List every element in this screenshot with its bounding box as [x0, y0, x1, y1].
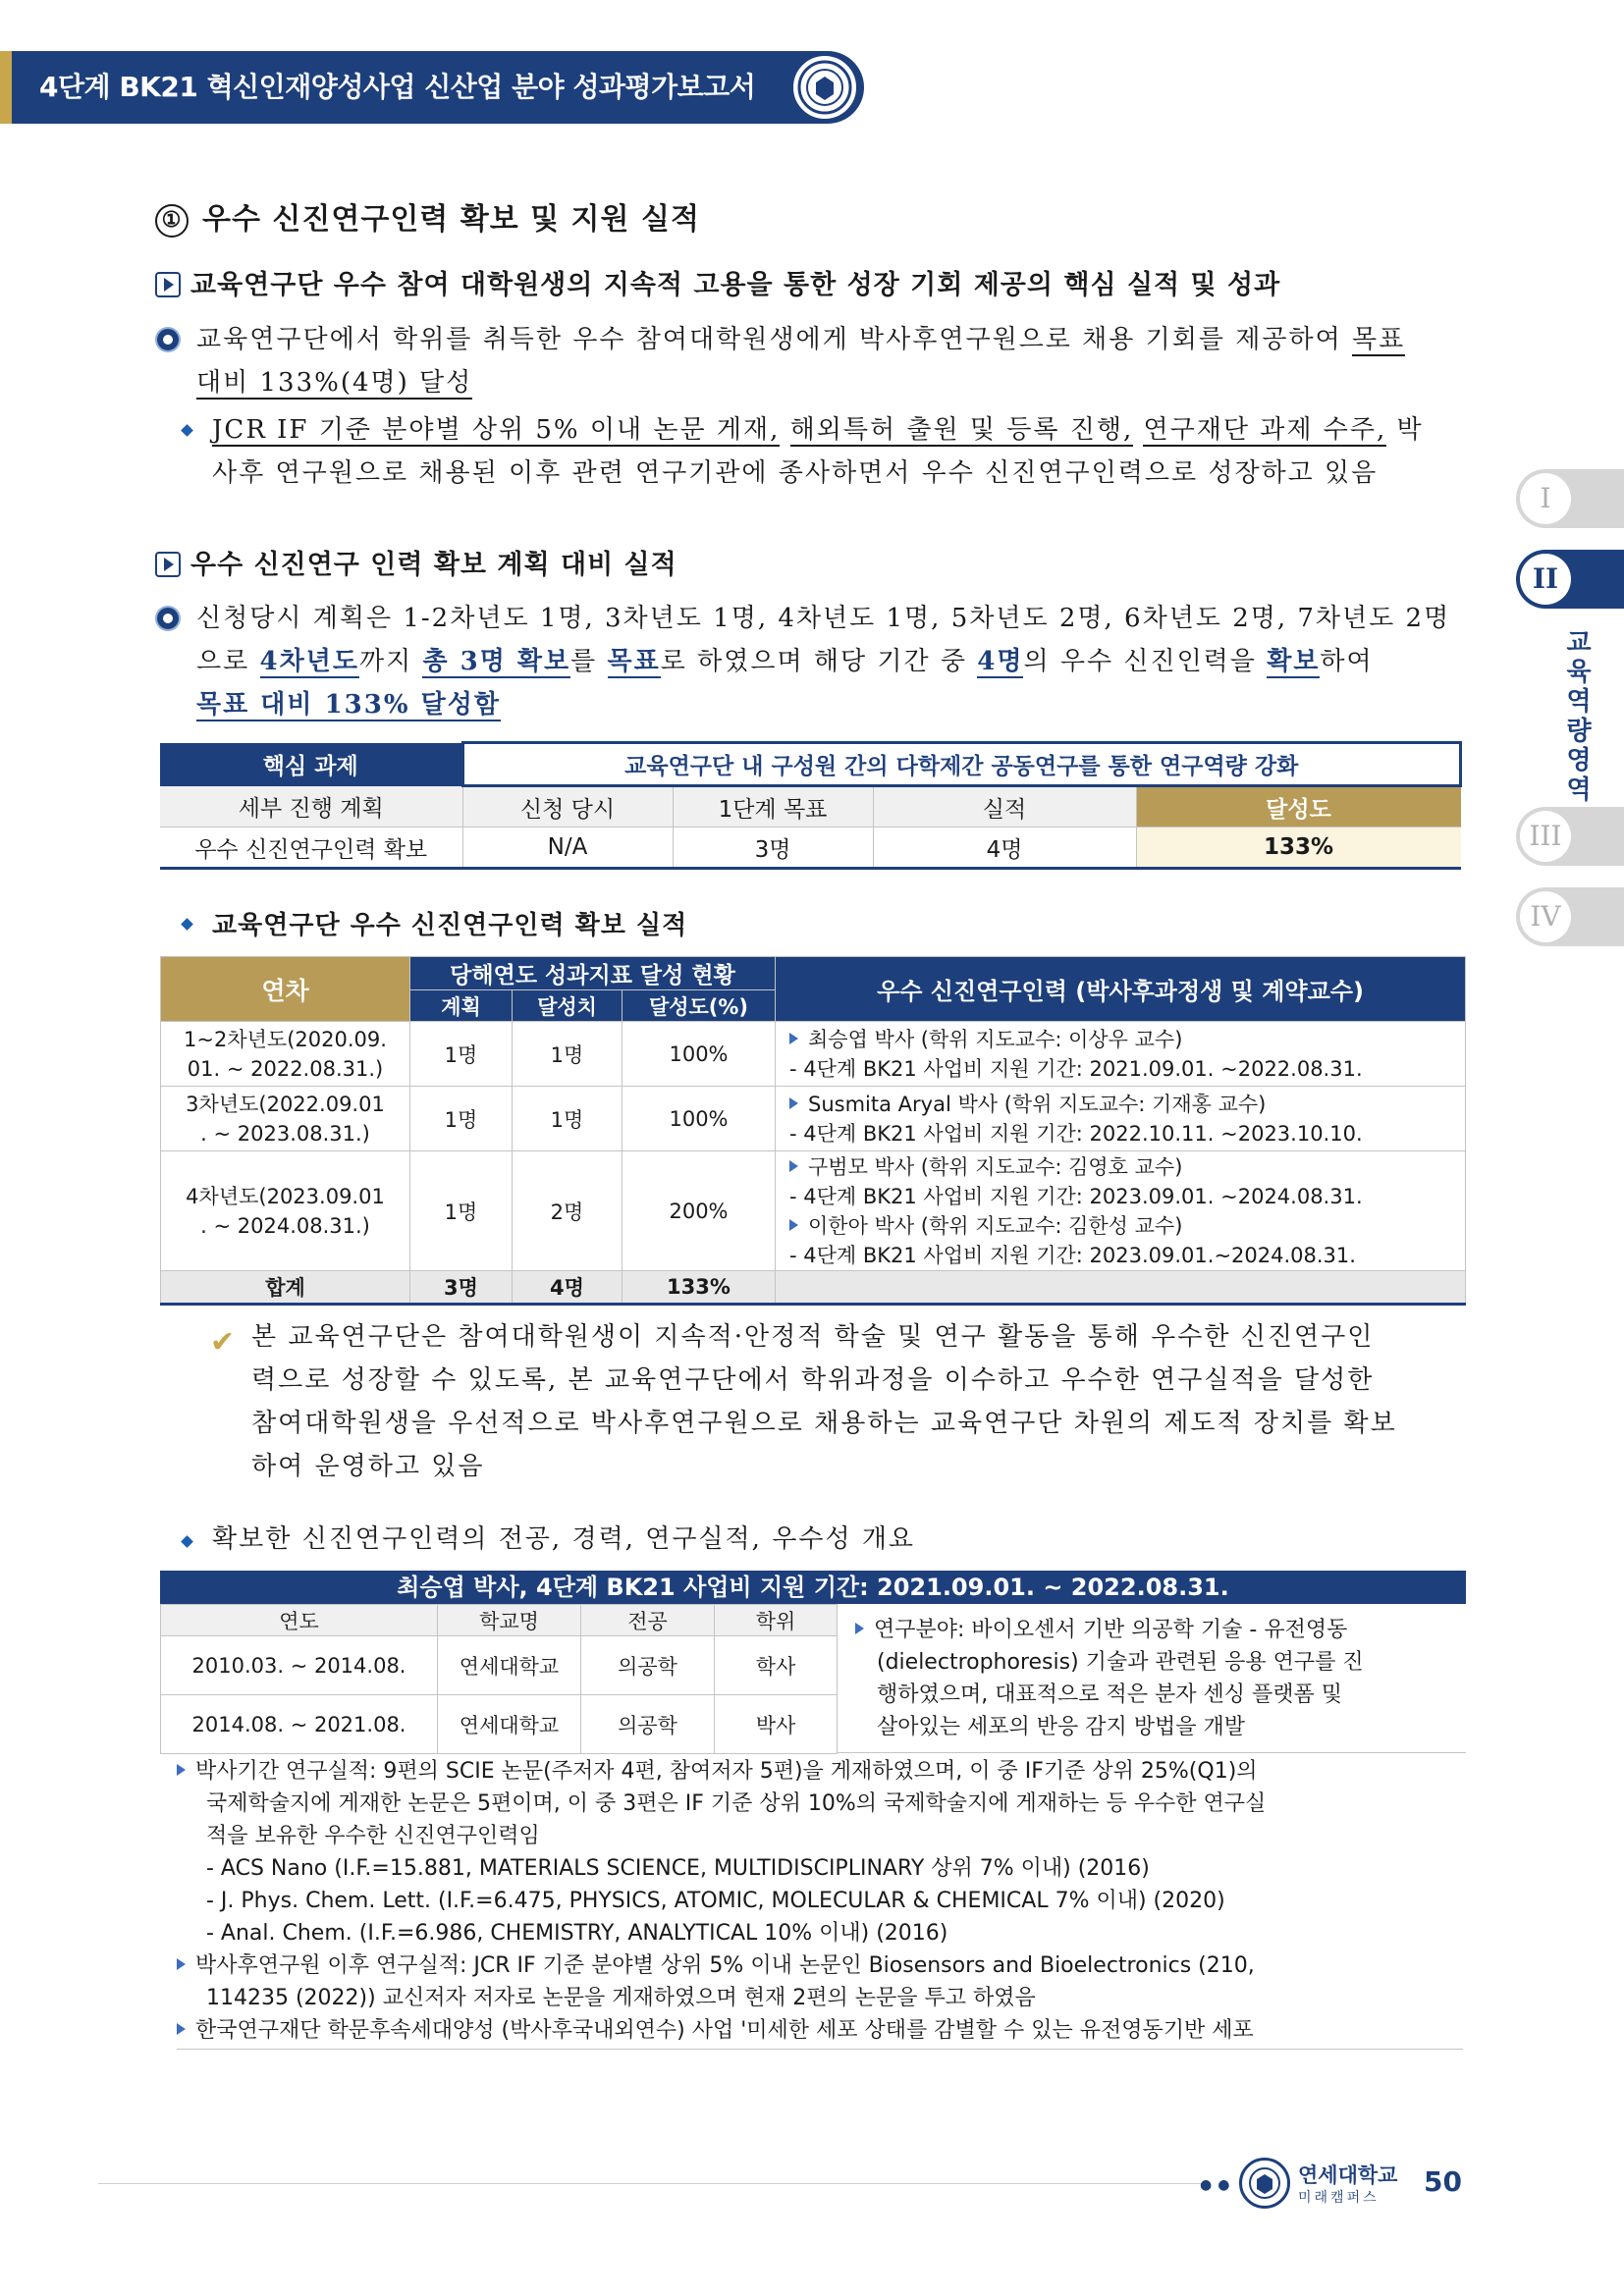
check-paragraph	[251, 1315, 1479, 1488]
cell-text: - 4단계 BK21 사업비 지원 기간: 2023.09.01. ~2024.08.31.	[789, 1184, 1363, 1208]
cell-rate: 200%	[623, 1151, 776, 1271]
footer-campus: 미래캠퍼스	[1298, 2190, 1380, 2206]
diamond-bullet-icon	[181, 424, 193, 437]
cell-achieved: 2명	[513, 1151, 623, 1271]
university-logo-icon	[1239, 2158, 1290, 2209]
col-year: 연차	[161, 957, 410, 1022]
col-plan: 계획	[410, 990, 513, 1022]
cell-plan: 1명	[410, 1022, 513, 1087]
emphasis: 목표 대비 133% 달성함	[196, 690, 501, 720]
cell-text: 01. ~ 2022.08.31.)	[187, 1056, 384, 1081]
side-label-char: 량	[1566, 717, 1592, 746]
cell-plan: 1명	[410, 1151, 513, 1271]
text: 114235 (2022)) 교신저자 저자로 논문을 게재하였으며 현재 2편의 논문을 투고 하였음	[206, 1986, 1036, 2010]
table-col-header: 달성도	[1136, 786, 1461, 828]
text: 국제학술지에 게재한 논문은 5편이며, 이 중 3편은 IF 기준 상위 10%의 국제학술지에 게재하는 등 우수한 연구실	[206, 1791, 1267, 1816]
header-gold-accent	[0, 51, 12, 124]
cell: 의공학	[581, 1636, 715, 1695]
text: 로 하였으며 해당 기간 중	[660, 647, 978, 676]
cell-total: 4명	[513, 1271, 623, 1305]
university-seal-icon	[793, 56, 856, 119]
text: 살아있는 세포의 반응 감지 방법을 개발	[877, 1715, 1245, 1739]
table-row	[161, 1636, 838, 1695]
underlined-text: 연구재단 과제 수주,	[1143, 415, 1387, 445]
subheading-2-text: 우수 신진연구 인력 확보 계획 대비 실적	[190, 550, 677, 580]
table-col-header: 세부 진행 계획	[160, 786, 462, 828]
cell-total: 133%	[623, 1271, 776, 1305]
side-label-char: 육	[1566, 658, 1592, 687]
section-heading	[155, 194, 700, 238]
triangle-bullet-icon	[177, 1764, 186, 1776]
table-row	[161, 1087, 1466, 1151]
text: 의 우수 신진인력을	[1023, 647, 1268, 676]
header-title: 4단계 BK21 혁신인재양성사업 신산업 분야 성과평가보고서	[39, 71, 756, 103]
text: 력으로 성장할 수 있도록, 본 교육연구단에서 학위과정을 이수하고 우수한 연구실적을 달성한	[251, 1365, 1375, 1395]
cell-plan: 1명	[410, 1087, 513, 1151]
side-tab-label: III	[1520, 811, 1571, 862]
text: - J. Phys. Chem. Lett. (I.F.=6.475, PHYSICS, ATOMIC, MOLECULAR & CHEMICAL 7% 이내) (2020)	[206, 1889, 1225, 1913]
research-field	[838, 1604, 1466, 1753]
triangle-bullet-icon	[789, 1033, 798, 1044]
table-row	[161, 1151, 1466, 1271]
cell-rate: 100%	[623, 1022, 776, 1087]
underlined-text: 대비 133%(4명) 달성	[196, 368, 473, 398]
profile-notes	[177, 1755, 1463, 2050]
cell-rate: 100%	[623, 1087, 776, 1151]
side-section-label	[1563, 628, 1595, 805]
side-tab-4[interactable]	[1516, 887, 1624, 946]
col-achieved: 달성치	[513, 990, 623, 1022]
table-header-key: 핵심 과제	[160, 743, 462, 786]
cell-text: - 4단계 BK21 사업비 지원 기간: 2023.09.01.~2024.08.31.	[789, 1243, 1356, 1267]
text: 하여 운영하고 있음	[251, 1452, 485, 1481]
cell-text: 구범모 박사 (학위 지도교수: 김영호 교수)	[808, 1154, 1183, 1179]
cell-text: Susmita Aryal 박사 (학위 지도교수: 기재홍 교수)	[808, 1092, 1267, 1116]
text: 교육연구단에서 학위를 취득한 우수 참여대학원생에게 박사후연구원으로 채용 기회를 제공하여	[196, 325, 1353, 354]
text: 참여대학원생을 우선적으로 박사후연구원으로 채용하는 교육연구단 차원의 제도적 장치를 확보	[251, 1409, 1397, 1438]
table-col-header: 1단계 목표	[673, 786, 873, 828]
overview-text: 확보한 신진연구인력의 전공, 경력, 연구실적, 우수성 개요	[212, 1524, 916, 1554]
checkmark-icon: ✔	[210, 1325, 236, 1360]
side-label-char: 영	[1566, 746, 1592, 775]
col-people: 우수 신진연구인력 (박사후과정생 및 계약교수)	[776, 957, 1466, 1022]
text: - Anal. Chem. (I.F.=6.986, CHEMISTRY, ANALYTICAL 10% 이내) (2016)	[206, 1921, 948, 1946]
emphasis: 총 3명 확보	[422, 647, 571, 676]
text: 를	[570, 647, 608, 676]
section-number: ①	[155, 204, 189, 238]
cell-text: . ~ 2024.08.31.)	[200, 1213, 370, 1238]
play-square-icon	[155, 272, 181, 297]
text: 사후 연구원으로 채용된 이후 관련 연구기관에 종사하면서 우수 신진연구인력으로 성장하고 있음	[212, 458, 1379, 488]
text: 까지	[358, 647, 423, 676]
cell-achieved: 1명	[513, 1087, 623, 1151]
text: 박사후연구원 이후 연구실적: JCR IF 기준 분야별 상위 5% 이내 논문인 Biosensors and Bioelectronics (210,	[195, 1953, 1255, 1978]
circle-bullet-icon	[157, 608, 179, 629]
cell-text: 1~2차년도(2020.09.	[184, 1027, 387, 1051]
triangle-bullet-icon	[789, 1219, 798, 1231]
cell: 박사	[715, 1695, 838, 1754]
target-table	[160, 741, 1462, 870]
paragraph-2	[212, 408, 1479, 495]
col-header: 학위	[715, 1605, 838, 1636]
report-header	[0, 51, 864, 124]
emphasis: 확보	[1267, 647, 1321, 676]
footer-dots-icon: ●●	[1200, 2177, 1236, 2193]
col-status: 당해연도 성과지표 달성 현황	[410, 957, 776, 990]
table-cell: 4명	[873, 828, 1136, 869]
triangle-bullet-icon	[789, 1097, 798, 1109]
cell-text: 4차년도(2023.09.01	[186, 1184, 385, 1208]
text: 적을 보유한 우수한 신진연구인력임	[206, 1824, 540, 1848]
text: 본 교육연구단은 참여대학원생이 지속적·안정적 학술 및 연구 활동을 통해 우수한 신진연구인	[251, 1322, 1375, 1352]
diamond-bullet-icon	[181, 1535, 193, 1548]
profile-title: 최승엽 박사, 4단계 BK21 사업비 지원 기간: 2021.09.01. ~ 2022.08.31.	[160, 1571, 1466, 1604]
table-header-value: 교육연구단 내 구성원 간의 다학제간 공동연구를 통한 연구역량 강화	[462, 743, 1461, 786]
cell-total: 3명	[410, 1271, 513, 1305]
side-label-char: 역	[1566, 775, 1592, 805]
side-label-char: 교	[1566, 628, 1592, 658]
cell-text: 이한아 박사 (학위 지도교수: 김한성 교수)	[808, 1213, 1183, 1238]
cell: 의공학	[581, 1695, 715, 1754]
cell: 학사	[715, 1636, 838, 1695]
section-title: 우수 신진연구인력 확보 및 지원 실적	[202, 202, 700, 237]
cell-achieved: 1명	[513, 1022, 623, 1087]
play-square-icon	[155, 552, 181, 577]
table-cell: 3명	[673, 828, 873, 869]
footer-divider	[98, 2183, 1208, 2184]
side-tab-1[interactable]	[1516, 469, 1624, 528]
side-tab-label: II	[1520, 554, 1571, 605]
text: 연구분야: 바이오센서 기반 의공학 기술 - 유전영동	[874, 1618, 1348, 1642]
col-header: 연도	[161, 1605, 438, 1636]
text: 한국연구재단 학문후속세대양성 (박사후국내외연수) 사업 '미세한 세포 상태를 감별할 수 있는 유전영동기반 세포	[195, 2018, 1254, 2043]
emphasis: 목표	[607, 647, 661, 676]
profile-education-table	[160, 1604, 838, 1754]
table-col-header: 신청 당시	[462, 786, 673, 828]
subheading-1	[155, 263, 1280, 301]
table-row	[161, 1022, 1466, 1087]
cell: 연세대학교	[438, 1695, 581, 1754]
cell-total-label: 합계	[161, 1271, 410, 1305]
cell: 연세대학교	[438, 1636, 581, 1695]
text: 박	[1386, 415, 1424, 445]
side-tab-label: IV	[1520, 891, 1571, 942]
footer-university: 연세대학교	[1298, 2163, 1398, 2187]
table-cell: N/A	[462, 828, 673, 869]
cell: 2014.08. ~ 2021.08.	[161, 1695, 438, 1754]
table-cell-highlight: 133%	[1136, 828, 1461, 869]
triangle-bullet-icon	[177, 2023, 186, 2035]
table-cell: 우수 신진연구인력 확보	[160, 828, 462, 869]
paragraph-3	[196, 597, 1483, 726]
col-header: 학교명	[438, 1605, 581, 1636]
cell-text: 최승엽 박사 (학위 지도교수: 이상우 교수)	[808, 1027, 1183, 1051]
text: 신청당시 계획은 1-2차년도 1명, 3차년도 1명, 4차년도 1명, 5차년도 2명, 6차년도 2명, 7차년도 2명	[196, 604, 1451, 633]
cell-text: - 4단계 BK21 사업비 지원 기간: 2022.10.11. ~2023.10.10.	[789, 1121, 1363, 1146]
emphasis: 4명	[977, 647, 1024, 676]
emphasis: 4차년도	[259, 647, 359, 676]
subheading-2	[155, 543, 677, 581]
underlined-text: 해외특허 출원 및 등록 진행,	[789, 415, 1134, 445]
col-header: 전공	[581, 1605, 715, 1636]
text: (dielectrophoresis) 기술과 관련된 응용 연구를 진	[877, 1650, 1364, 1675]
table-col-header: 실적	[873, 786, 1136, 828]
text: 하여	[1320, 647, 1374, 676]
text: 으로	[196, 647, 260, 676]
triangle-bullet-icon	[789, 1160, 798, 1172]
text: 박사기간 연구실적: 9편의 SCIE 논문(주저자 4편, 참여저자 5편)을 게재하였으며, 이 중 IF기준 상위 25%(Q1)의	[195, 1759, 1258, 1784]
subheading-1-text: 교육연구단 우수 참여 대학원생의 지속적 고용을 통한 성장 기회 제공의 핵심 실적 및 성과	[190, 270, 1281, 300]
side-tab-3[interactable]	[1516, 807, 1624, 866]
diamond-bullet-icon	[181, 918, 193, 931]
triangle-bullet-icon	[855, 1623, 864, 1634]
cell-text: . ~ 2023.08.31.)	[200, 1121, 370, 1146]
cell: 2010.03. ~ 2014.08.	[161, 1636, 438, 1695]
page-number: 50	[1424, 2165, 1462, 2198]
side-tab-2[interactable]	[1516, 550, 1624, 609]
side-tab-label: I	[1520, 473, 1571, 524]
underlined-text: 목표	[1352, 325, 1406, 354]
recruitment-table	[160, 956, 1466, 1306]
cell-text: 3차년도(2022.09.01	[186, 1092, 385, 1116]
text: 행하였으며, 대표적으로 적은 분자 센싱 플랫폼 및	[877, 1682, 1342, 1707]
triangle-bullet-icon	[177, 1958, 186, 1970]
cell-text: - 4단계 BK21 사업비 지원 기간: 2021.09.01. ~2022.08.31.	[789, 1056, 1363, 1081]
text: - ACS Nano (I.F.=15.881, MATERIALS SCIENCE, MULTIDISCIPLINARY 상위 7% 이내) (2016)	[206, 1856, 1150, 1881]
underlined-text: JCR IF 기준 분야별 상위 5% 이내 논문 게재,	[212, 415, 781, 445]
side-label-char: 역	[1566, 687, 1592, 717]
subheading-3: 교육연구단 우수 신진연구인력 확보 실적	[212, 911, 688, 940]
table-row	[161, 1695, 838, 1754]
table-total-row	[161, 1271, 1466, 1305]
col-rate: 달성도(%)	[623, 990, 776, 1022]
paragraph-1	[196, 318, 1473, 404]
circle-bullet-icon	[157, 329, 179, 350]
